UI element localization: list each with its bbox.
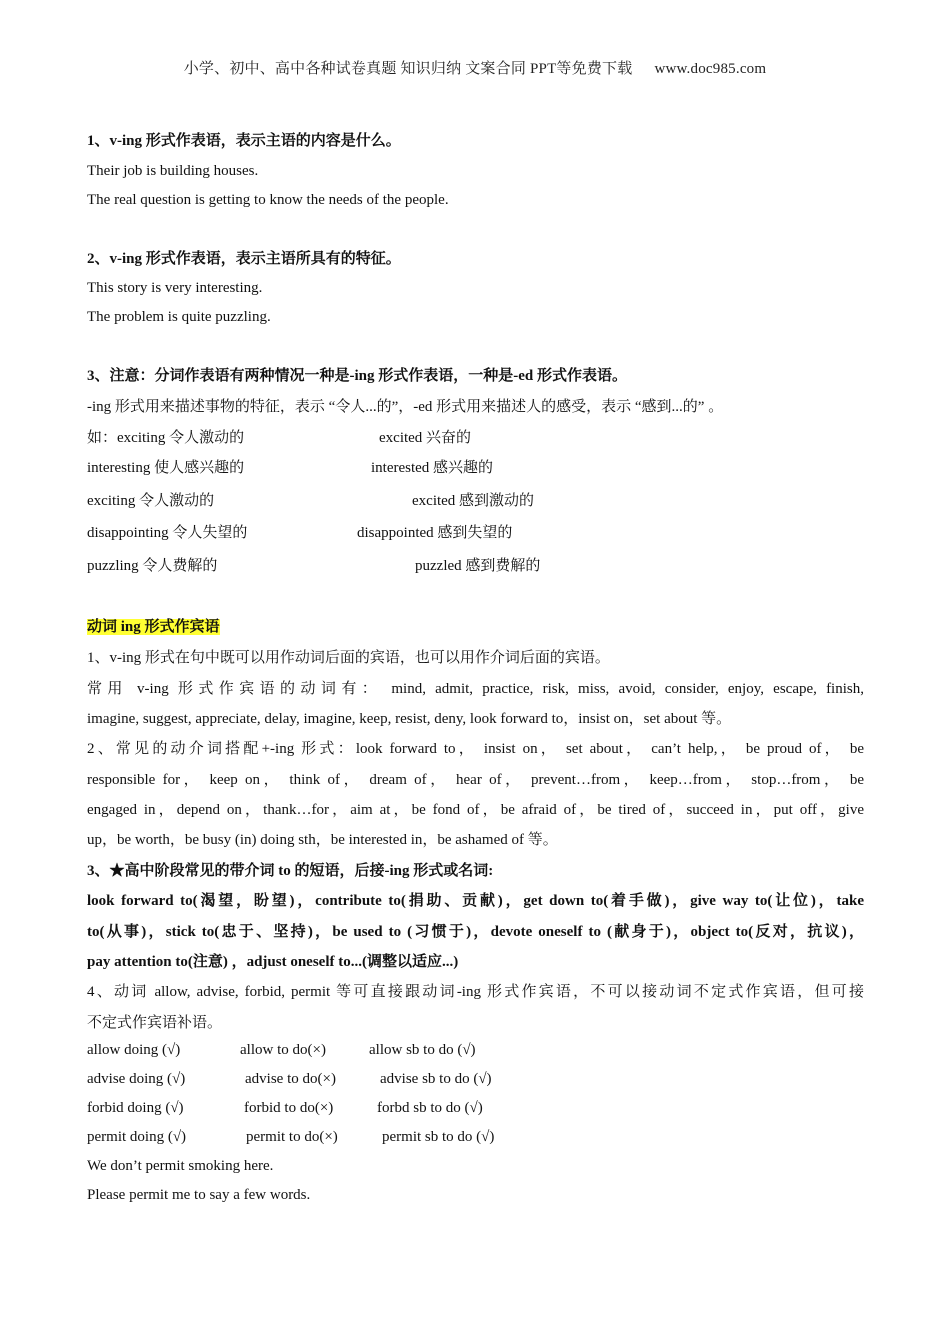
pair-row bbox=[87, 458, 864, 478]
page-header bbox=[0, 57, 950, 78]
header-text: 小学、初中、高中各种试卷真题 知识归纳 文案合同 PPT等免费下载 bbox=[183, 61, 633, 77]
highlighted-heading: 动词 ing 形式作宾语 bbox=[87, 619, 220, 635]
usage-to-do: allow to do(×) bbox=[240, 1042, 326, 1058]
usage-doing: allow doing (√) bbox=[87, 1042, 181, 1058]
verb-usage-row bbox=[87, 1069, 864, 1089]
pair-left: interesting 使人感兴趣的 bbox=[87, 460, 245, 476]
pair-right: puzzled 感到费解的 bbox=[415, 558, 541, 574]
pair-right: interested 感兴趣的 bbox=[371, 460, 494, 476]
pair-row bbox=[87, 491, 864, 511]
object-example-1: We don’t permit smoking here. bbox=[87, 1158, 274, 1174]
section-2-title: 2、v-ing 形式作表语，表示主语所具有的特征。 bbox=[87, 251, 401, 267]
object-paragraph-4: 3、★高中阶段常见的带介词 to 的短语，后接-ing 形式或名词: bbox=[87, 863, 494, 879]
object-paragraph-3-line-2: responsible for， keep on， think of， dream of， hear of， prevent…from， keep…from， stop…from， be bbox=[87, 772, 864, 788]
usage-to-do: advise to do(×) bbox=[245, 1071, 336, 1087]
object-paragraph-1: 1、v-ing 形式在句中既可以用作动词后面的宾语，也可以用作介词后面的宾语。 bbox=[87, 650, 610, 666]
object-example-2: Please permit me to say a few words. bbox=[87, 1187, 311, 1203]
object-paragraph-3-line-1: 2、常见的动介词搭配+-ing 形式：look forward to， insist on， set about， can’t help,， be proud of， be bbox=[87, 741, 864, 757]
pair-left: puzzling 令人费解的 bbox=[87, 558, 218, 574]
section-2-example-2: The problem is quite puzzling. bbox=[87, 309, 271, 325]
verb-usage-row bbox=[87, 1040, 864, 1060]
usage-to-do: forbid to do(×) bbox=[244, 1100, 334, 1116]
object-paragraph-2-line-2: imagine, suggest, appreciate, delay, imagine, keep, resist, deny, look forward to，insist on，set about 等。 bbox=[87, 711, 732, 727]
pair-row bbox=[87, 523, 864, 543]
object-paragraph-5-line-1: look forward to(渴望，盼望)，contribute to(捐助、贡献)，get down to(着手做)，give way to(让位)，take bbox=[87, 893, 864, 909]
pair-right: excited 兴奋的 bbox=[379, 430, 472, 446]
pair-left: exciting 令人激动的 bbox=[87, 493, 215, 509]
pair-row bbox=[87, 428, 864, 448]
pair-right: excited 感到激动的 bbox=[412, 493, 535, 509]
object-paragraph-3-line-3: engaged in，depend on，thank…for，aim at，be fond of，be afraid of，be tired of，succeed in，put off，give bbox=[87, 802, 864, 818]
usage-doing: forbid doing (√) bbox=[87, 1100, 184, 1116]
object-paragraph-3-line-4: up，be worth，be busy (in) doing sth，be interested in，be ashamed of 等。 bbox=[87, 832, 558, 848]
pair-left: 如：exciting 令人激动的 bbox=[87, 430, 245, 446]
object-paragraph-6-line-1: 4、动词 allow, advise, forbid, permit 等可直接跟动词-ing 形式作宾语，不可以接动词不定式作宾语，但可接 bbox=[87, 984, 864, 1000]
object-paragraph-6-line-2: 不定式作宾语补语。 bbox=[87, 1015, 223, 1031]
usage-sb-to-do: allow sb to do (√) bbox=[369, 1042, 476, 1058]
pair-row bbox=[87, 556, 864, 576]
section-1-example-1: Their job is building houses. bbox=[87, 163, 259, 179]
section-1-example-2: The real question is getting to know the needs of the people. bbox=[87, 192, 449, 208]
pair-left: disappointing 令人失望的 bbox=[87, 525, 248, 541]
section-2-example-1: This story is very interesting. bbox=[87, 280, 263, 296]
section-1-title: 1、v-ing 形式作表语，表示主语的内容是什么。 bbox=[87, 133, 401, 149]
gerund-object-heading bbox=[87, 617, 220, 637]
usage-doing: permit doing (√) bbox=[87, 1129, 187, 1145]
verb-usage-row bbox=[87, 1098, 864, 1118]
usage-sb-to-do: forbd sb to do (√) bbox=[377, 1100, 483, 1116]
section-3-title: 3、注意：分词作表语有两种情况一种是-ing 形式作表语，一种是-ed 形式作表语。 bbox=[87, 368, 628, 384]
usage-sb-to-do: permit sb to do (√) bbox=[382, 1129, 495, 1145]
section-3-description: -ing 形式用来描述事物的特征，表示 “令人...的”，-ed 形式用来描述人的感受，表示 “感到...的” 。 bbox=[87, 399, 724, 415]
object-paragraph-5-line-2: to(从事)，stick to(忠于、坚持)，be used to (习惯于)，devote oneself to (献身于)，object to(反对，抗议)， bbox=[87, 924, 864, 940]
header-site[interactable]: www.doc985.com bbox=[654, 61, 767, 77]
pair-right: disappointed 感到失望的 bbox=[357, 525, 513, 541]
object-paragraph-2-line-1: 常用 v-ing 形式作宾语的动词有： mind, admit, practice, risk, miss, avoid, consider, enjoy, escape, finish, bbox=[87, 681, 864, 697]
verb-usage-row bbox=[87, 1127, 864, 1147]
usage-to-do: permit to do(×) bbox=[246, 1129, 338, 1145]
usage-sb-to-do: advise sb to do (√) bbox=[380, 1071, 492, 1087]
object-paragraph-5-line-3: pay attention to(注意) ，adjust oneself to...(调整以适应...) bbox=[87, 954, 459, 970]
usage-doing: advise doing (√) bbox=[87, 1071, 186, 1087]
